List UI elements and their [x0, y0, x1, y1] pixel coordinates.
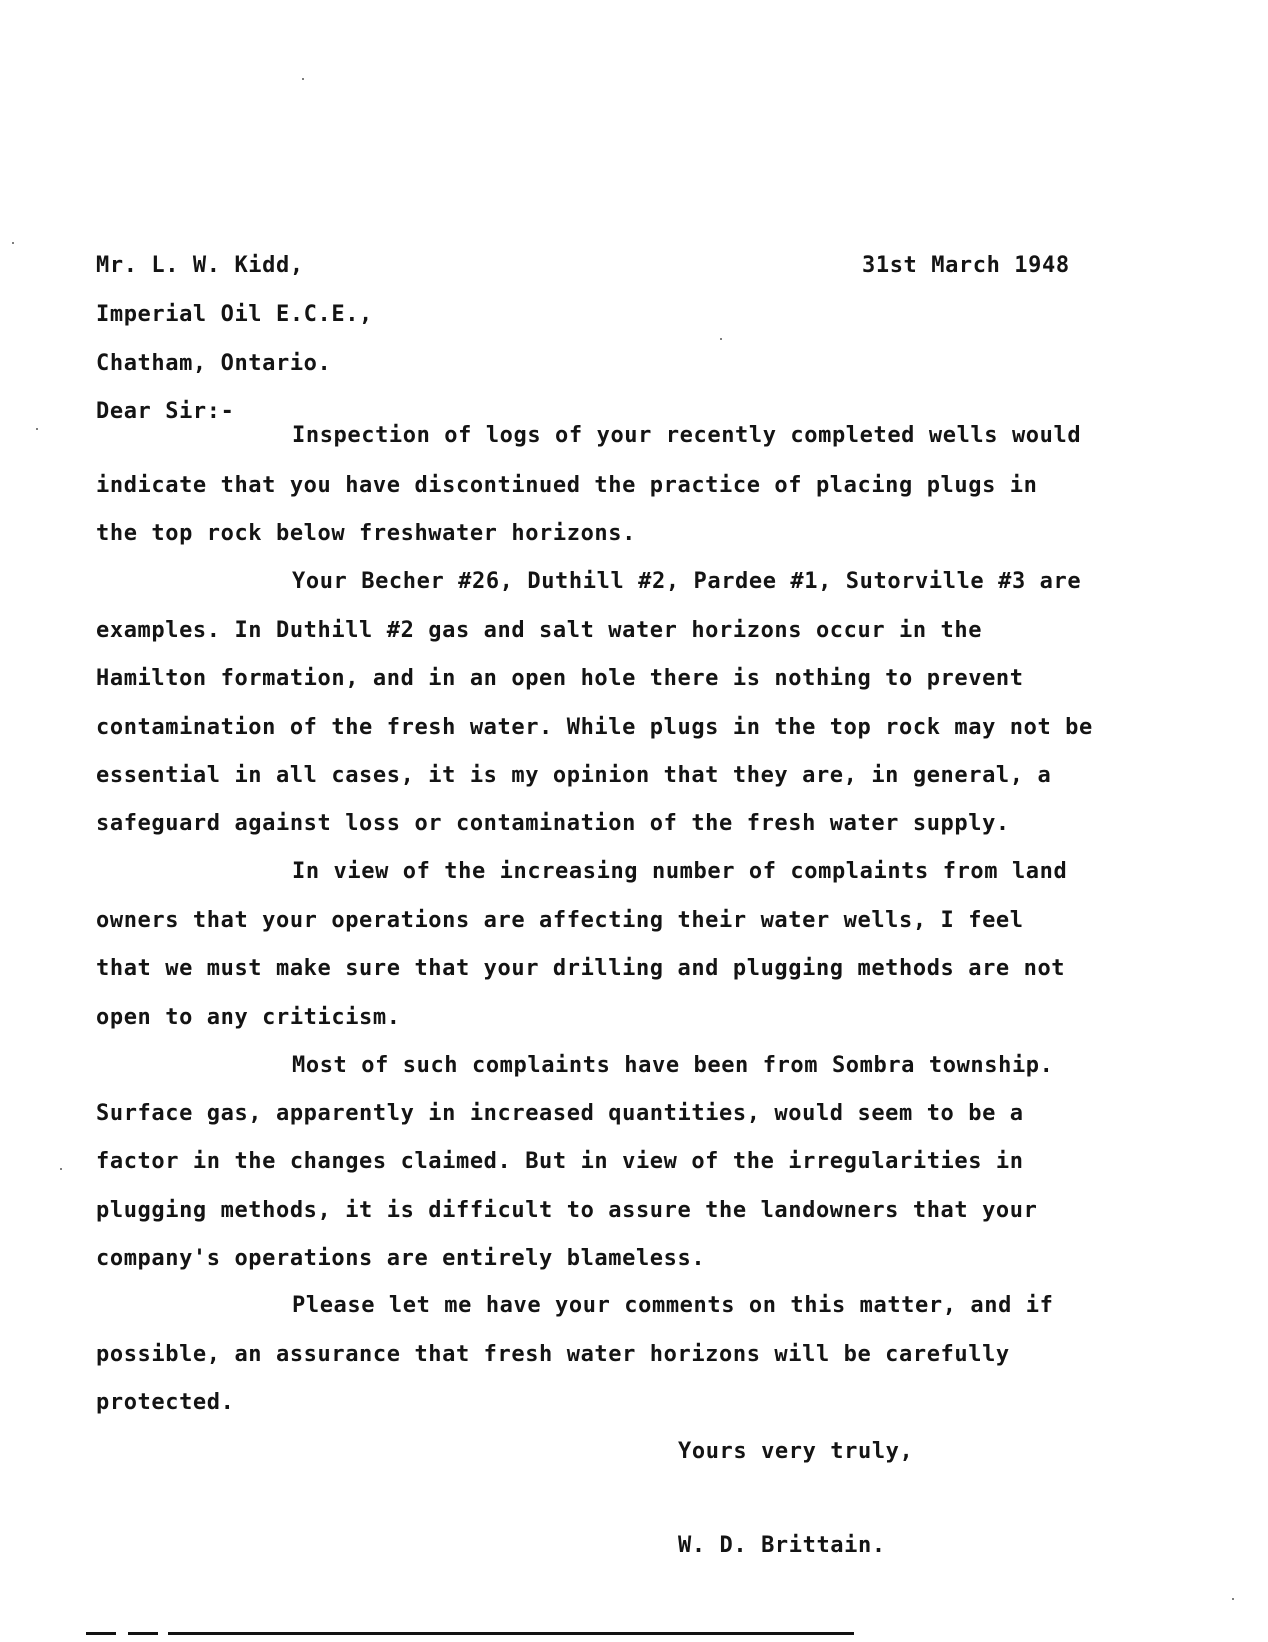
- paragraph-line: possible, an assurance that fresh water horizons will be carefully: [96, 1342, 1010, 1367]
- letter-date: 31st March 1948: [862, 253, 1070, 278]
- paragraph-line: owners that your operations are affecting their water wells, I feel: [96, 908, 1024, 933]
- paragraph-line: contamination of the fresh water. While plugs in the top rock may not be: [96, 715, 1093, 740]
- paragraph-line: Most of such complaints have been from Sombra township.: [292, 1053, 1054, 1078]
- paragraph-line: essential in all cases, it is my opinion that they are, in general, a: [96, 763, 1052, 788]
- paragraph-line: Your Becher #26, Duthill #2, Pardee #1, Sutorville #3 are: [292, 569, 1082, 594]
- paragraph-line: company's operations are entirely blameless.: [96, 1246, 706, 1271]
- scan-speck: [302, 78, 304, 80]
- scan-speck: [36, 428, 38, 430]
- scan-speck: [12, 242, 14, 244]
- scan-speck: [60, 1168, 62, 1170]
- salutation: Dear Sir:-: [96, 399, 235, 424]
- signature: W. D. Brittain.: [678, 1533, 886, 1558]
- bottom-rule: [128, 1632, 158, 1635]
- paragraph-line: examples. In Duthill #2 gas and salt water horizons occur in the: [96, 618, 983, 643]
- closing: Yours very truly,: [678, 1439, 914, 1464]
- paragraph-line: safeguard against loss or contamination of the fresh water supply.: [96, 811, 1010, 836]
- recipient-location: Chatham, Ontario.: [96, 351, 332, 376]
- paragraph-line: In view of the increasing number of complaints from land: [292, 859, 1068, 884]
- paragraph-line: Surface gas, apparently in increased quantities, would seem to be a: [96, 1101, 1024, 1126]
- paragraph-line: plugging methods, it is difficult to assure the landowners that your: [96, 1198, 1038, 1223]
- paragraph-line: factor in the changes claimed. But in view of the irregularities in: [96, 1149, 1024, 1174]
- paragraph-line: open to any criticism.: [96, 1005, 401, 1030]
- recipient-company: Imperial Oil E.C.E.,: [96, 302, 373, 327]
- paragraph-line: protected.: [96, 1390, 235, 1415]
- bottom-rule: [168, 1632, 854, 1635]
- paragraph-line: Inspection of logs of your recently completed wells would: [292, 423, 1082, 448]
- paragraph-line: Please let me have your comments on this matter, and if: [292, 1293, 1054, 1318]
- paragraph-line: the top rock below freshwater horizons.: [96, 521, 636, 546]
- recipient-name: Mr. L. W. Kidd,: [96, 253, 304, 278]
- paragraph-line: indicate that you have discontinued the practice of placing plugs in: [96, 473, 1038, 498]
- bottom-rule: [86, 1632, 116, 1635]
- paragraph-line: that we must make sure that your drilling and plugging methods are not: [96, 956, 1066, 981]
- paragraph-line: Hamilton formation, and in an open hole there is nothing to prevent: [96, 666, 1024, 691]
- scan-speck: [720, 338, 722, 340]
- scan-speck: [1232, 1598, 1234, 1600]
